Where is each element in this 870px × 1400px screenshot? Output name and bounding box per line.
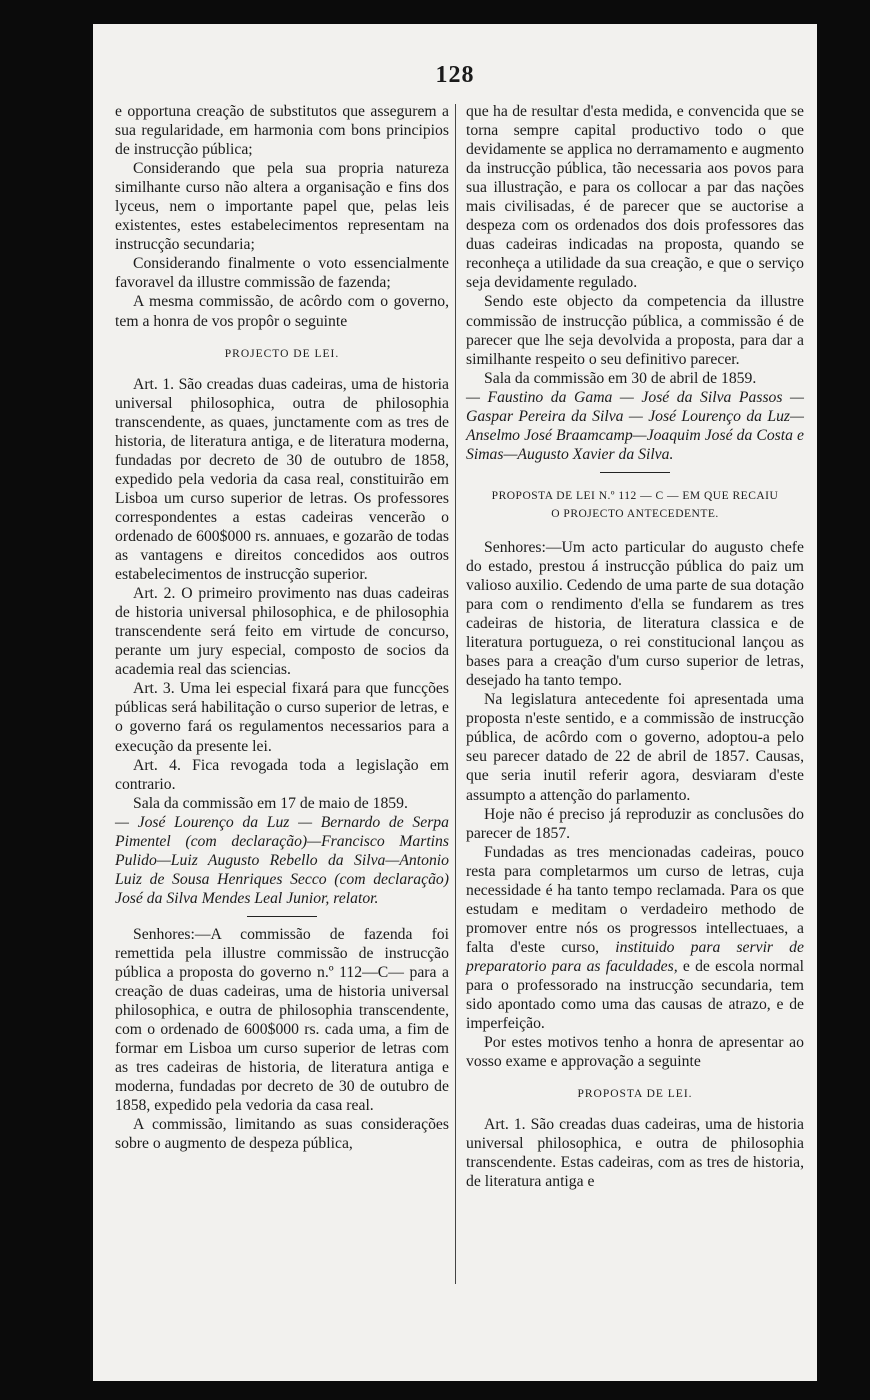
paragraph — [466, 843, 804, 1033]
paragraph: A mesma commissão, de acôrdo com o governo, tem a honra de vos propôr o seguinte — [115, 293, 449, 330]
italic-text: instituido para servir de preparatorio para as faculdades, — [466, 938, 804, 975]
text-run: e de escola normal para o professorado na instrucção secundaria, tem sido apontado como uma das causas de atrazo, e de imperfeição. — [466, 957, 804, 1033]
paragraph: que ha de resultar d'esta medida, e convencida que se torna sempre capital productivo todo o que devidamente se applica no derramamento e augmento da instrucção pública, tão necessaria aos povos para sua illustração, e para os collocar a par das nações mais civilisadas, é de parecer que se auctorise a despeza com os ordenados dos dois professores das duas cadeiras indicadas na proposta, quando se reconheça a utilidade da sua creação, e que o serviço seja devidamente regulado. — [466, 103, 804, 292]
separator-rule — [247, 916, 317, 917]
heading-line: PROPOSTA DE LEI N.º 112 — C — EM QUE RECAIU — [491, 489, 779, 502]
session-date: Sala da commissão em 17 de maio de 1859. — [133, 794, 408, 812]
session-date: Sala da commissão em 30 de abril de 1859. — [484, 369, 757, 387]
section-heading-proposta-112c — [466, 487, 804, 523]
paragraph: A commissão, limitando as suas considerações sobre o augmento de despeza pública, — [115, 1116, 449, 1153]
document-page — [93, 24, 817, 1381]
heading-line: O PROJECTO ANTECEDENTE. — [551, 507, 719, 520]
section-heading-projecto: PROJECTO DE LEI. — [224, 347, 340, 360]
paragraph: Considerando finalmente o voto essencialmente favoravel da illustre commissão de fazenda; — [115, 255, 449, 292]
signatories: — Faustino da Gama — José da Silva Passos —Gaspar Pereira da Silva — José Lourenço da Luz—Anselmo José Braamcamp—Joaquim José da Costa e Simas—Augusto Xavier da Silva. — [466, 388, 804, 463]
article-4: Art. 4. Fica revogada toda a legislação em contrario. — [115, 756, 449, 793]
article-2: Art. 2. O primeiro provimento nas duas cadeiras de historia universal philosophica, e de philosophia transcendente será feito em virtude de concurso, perante um jury especial, composto de socios da academia real das sciencias. — [115, 585, 449, 679]
article-1: Art. 1. São creadas duas cadeiras, uma de historia universal philosophica, e outra de philosophia transcendente. Estas cadeiras, com as tres de historia, de literatura antiga e — [466, 1116, 804, 1191]
paragraph: Sendo este objecto da competencia da illustre commissão de instrucção pública, a commissão é de parecer que lhe seja devolvida a proposta, para dar a similhante respeito o seu definitivo parecer. — [466, 293, 804, 368]
paragraph: e opportuna creação de substitutos que assegurem a sua regularidade, em harmonia com bons principios de instrucção pública; — [115, 103, 449, 159]
paragraph: Considerando que pela sua propria natureza similhante curso não altera a organisação e fins dos lyceus, nem o importante papel que, pelas leis existentes, estes estabelecimentos representam na instrucção secundaria; — [115, 160, 449, 254]
separator-rule — [600, 472, 670, 473]
signatories: — José Lourenço da Luz — Bernardo de Serpa Pimentel (com declaração)—Francisco Martins Pulido—Luiz Augusto Rebello da Silva—Antonio Luiz de Sousa Henriques Secco (com declaração) José da Silva Mendes Leal Junior, relator. — [115, 813, 449, 907]
left-column — [115, 102, 449, 1153]
article-3: Art. 3. Uma lei especial fixará para que funcções públicas será habilitação o curso superior de letras, e o governo fará os regulamentos necessarios para a execução da presente lei. — [115, 680, 449, 755]
text-run: Fundadas as tres mencionadas cadeiras, pouco resta para completarmos um curso de letras, cuja necessidade é ha tanto tempo reclamada. Para os que estudam e meditam o verdadeiro methodo de promover entre nós os progressos intellectuaes, a falta d'este curso, — [466, 843, 804, 956]
paragraph: Por estes motivos tenho a honra de apresentar ao vosso exame e approvação a seguinte — [466, 1034, 804, 1071]
article-1: Art. 1. São creadas duas cadeiras, uma de historia universal philosophica, outra de philosophia transcendente, as quaes, junctamente com as tres de historia, de literatura antiga, e de literatura moderna, fundadas por decreto de 30 de outubro de 1858, expedido pela vedoria da casa real, constituirão em Lisboa um curso superior de letras. Os professores correspondentes a estas cadeiras vencerão o ordenado de 600$000 rs. annuaes, e gozarão de todas as vantagens e direitos concedidos aos outros estabelecimentos de instrucção superior. — [115, 375, 449, 584]
paragraph: Senhores:—Um acto particular do augusto chefe do estado, prestou á instrucção pública do paiz um valioso auxilio. Cedendo de uma parte de sua dotação para com o rendimento d'ella se fundarem as tres cadeiras de historia, de literatura classica e de literatura portugueza, o rei constitucional lançou as bases para a creação d'um curso superior de letras, desejado ha tanto tempo. — [466, 538, 804, 690]
paragraph: Hoje não é preciso já reproduzir as conclusões do parecer de 1857. — [466, 805, 804, 842]
page-number: 128 — [435, 62, 475, 88]
column-divider — [455, 104, 456, 1284]
paragraph: Na legislatura antecedente foi apresentada uma proposta n'este sentido, e a commissão de instrucção pública, de acôrdo com o governo, adoptou-a pelo seu parecer datado de 22 de abril de 1857. Causas, que seria inutil referir agora, desviaram d'este assumpto a attenção do parlamento. — [466, 691, 804, 804]
section-heading-proposta: PROPOSTA DE LEI. — [577, 1088, 693, 1101]
right-column — [466, 102, 804, 1191]
paragraph: Senhores:—A commissão de fazenda foi remettida pela illustre commissão de instrucção pública a proposta do governo n.º 112—C— para a creação de duas cadeiras, uma de historia universal philosophica, e outra de philosophia transcendente, com o ordenado de 600$000 rs. cada uma, a fim de formar em Lisboa um curso superior de letras com as tres cadeiras de historia, de literatura antiga e moderna, fundadas por decreto de 30 de outubro de 1858, expedido pela vedoria da casa real. — [115, 925, 449, 1115]
